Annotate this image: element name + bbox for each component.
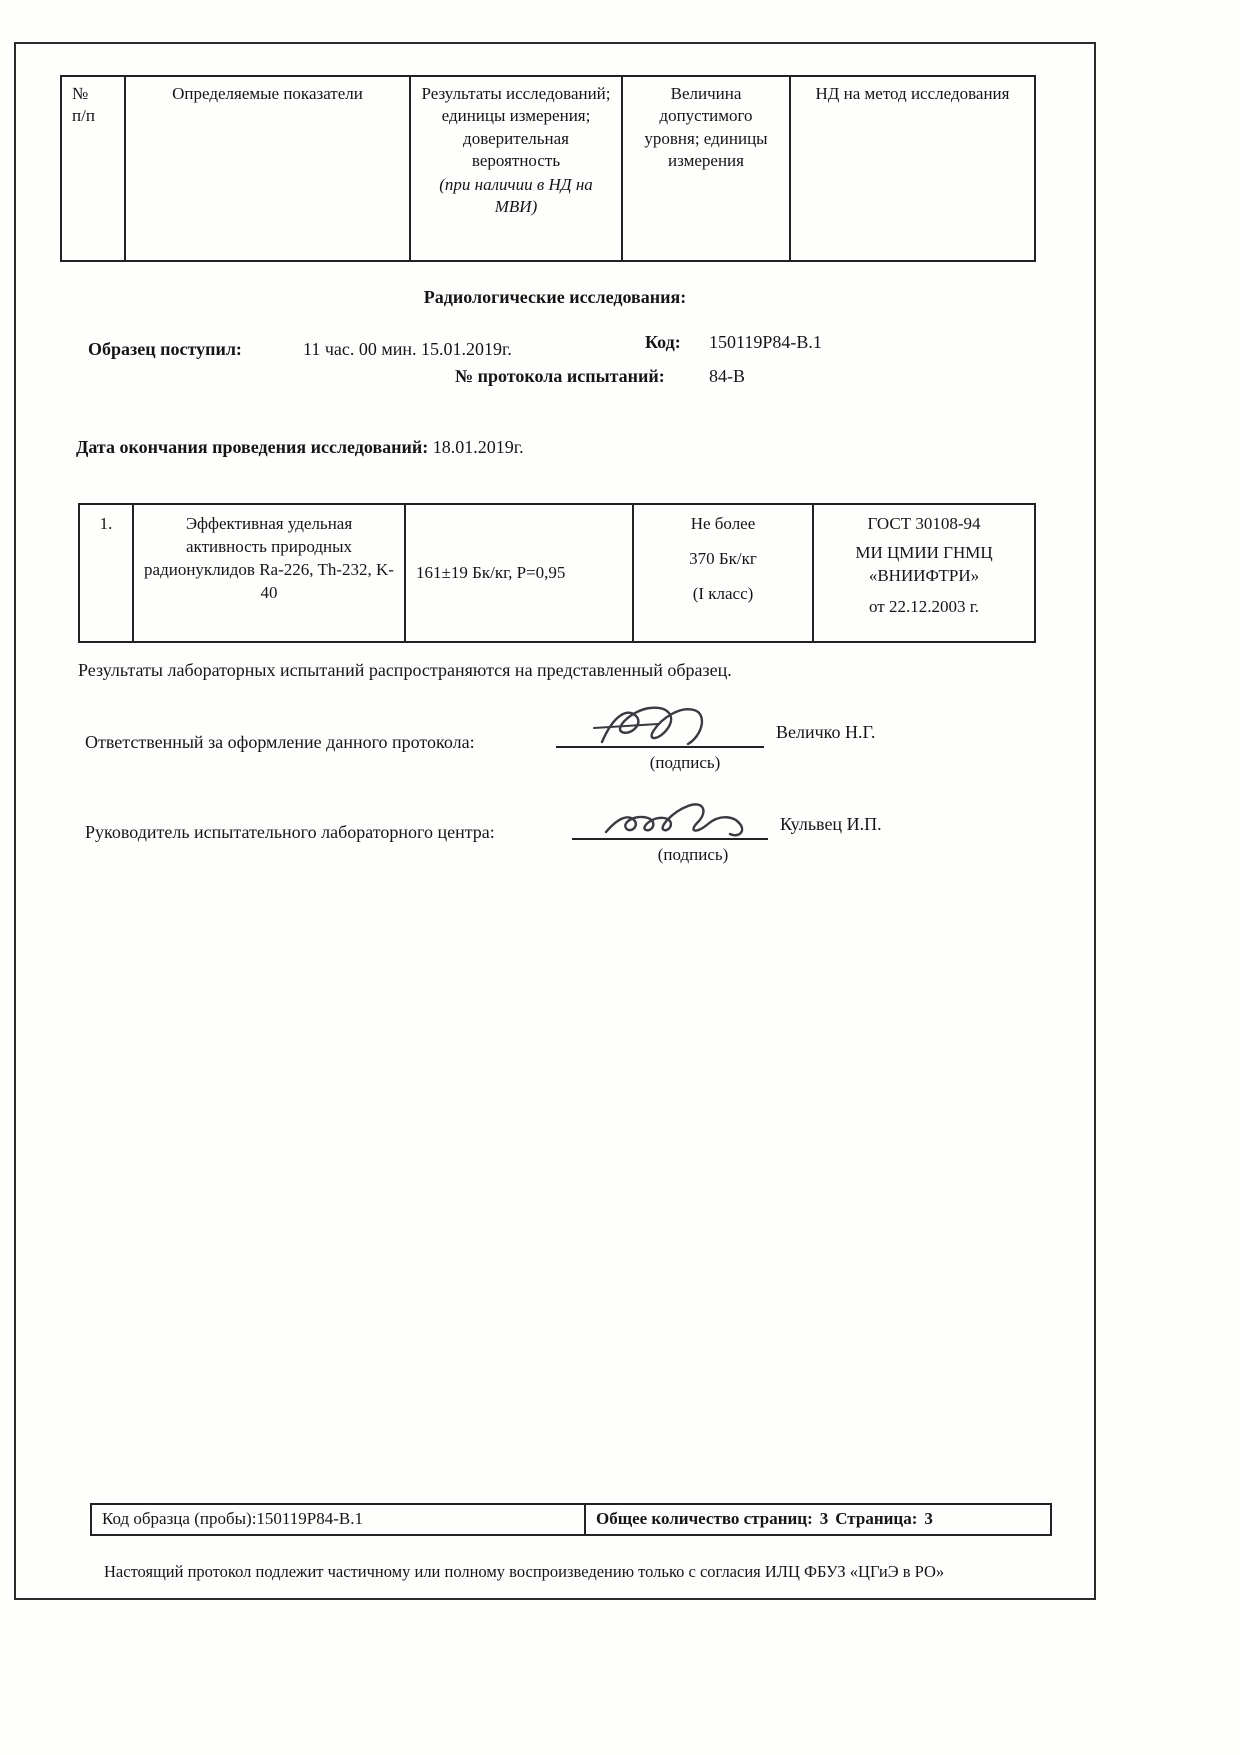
- header-col-num-line1: №: [72, 84, 89, 103]
- limit-line-2: 370 Бк/кг: [689, 548, 757, 568]
- limit-line-1: Не более: [690, 514, 756, 533]
- head-signature-line: [572, 792, 768, 840]
- footer-table: [90, 1503, 1052, 1536]
- end-date-value: 18.01.2019г.: [432, 437, 524, 457]
- code-label: Код:: [645, 332, 681, 352]
- head-label: Руководитель испытательного лабораторного центра:: [85, 822, 495, 842]
- header-col-results: [409, 77, 621, 260]
- page-border-frame: [14, 42, 1096, 1600]
- result-row-indicator: Эффективная удельная активность природных радионуклидов Ra-226, Th-232, K-40: [132, 505, 404, 641]
- results-table: [78, 503, 1036, 643]
- head-name: Кульвец И.П.: [780, 814, 882, 834]
- footer-pages: [584, 1505, 1050, 1534]
- header-col-indicators: Определяемые показатели: [124, 77, 409, 260]
- method-line-1: ГОСТ 30108-94: [867, 514, 981, 533]
- sample-received-value: 11 час. 00 мин. 15.01.2019г.: [303, 339, 512, 359]
- protocol-number-value: 84-В: [709, 366, 745, 386]
- responsible-signature-caption: (подпись): [649, 753, 721, 772]
- responsible-name: Величко Н.Г.: [776, 722, 876, 742]
- protocol-number-label: № протокола испытаний:: [455, 366, 665, 386]
- header-col-num-line2: п/п: [72, 106, 95, 126]
- result-row-value: 161±19 Бк/кг, Р=0,95: [404, 505, 632, 641]
- footer-pages-total: 3: [819, 1509, 829, 1528]
- responsible-signature-line: [556, 700, 764, 748]
- code-value: 150119Р84-В.1: [709, 332, 822, 352]
- header-col-results-note: (при наличии в НД на МВИ): [439, 174, 593, 217]
- sample-received-label: Образец поступил:: [88, 339, 242, 359]
- statement: Результаты лабораторных испытаний распространяются на представленный образец.: [78, 660, 732, 680]
- header-table: [60, 75, 1036, 262]
- limit-line-3: (I класс): [692, 583, 754, 603]
- header-col-num: [62, 77, 124, 260]
- header-col-limit: Величина допустимого уровня; единицы измерения: [621, 77, 789, 260]
- head-signature-image: [600, 794, 770, 846]
- result-row-num: 1.: [99, 514, 113, 533]
- result-row-limit: [632, 505, 812, 641]
- end-date-label: Дата окончания проведения исследований:: [76, 437, 429, 457]
- footer-page-label: Страница:: [835, 1509, 918, 1528]
- method-line-3: от 22.12.2003 г.: [868, 596, 979, 616]
- responsible-signature-image: [584, 702, 734, 754]
- header-col-method: НД на метод исследования: [789, 77, 1034, 260]
- footer-page-number: 3: [924, 1509, 933, 1528]
- end-date-row: [76, 437, 524, 458]
- result-row-method: [812, 505, 1034, 641]
- footer-copyright-note: Настоящий протокол подлежит частичному или полному воспроизведению только с согласия ИЛЦ ФБУЗ «ЦГиЭ в РО»: [104, 1562, 945, 1581]
- responsible-label: Ответственный за оформление данного протокола:: [85, 732, 475, 752]
- section-title: Радиологические исследования:: [423, 287, 687, 307]
- footer-pages-label: Общее количество страниц:: [596, 1509, 813, 1528]
- method-line-2: МИ ЦМИИ ГНМЦ «ВНИИФТРИ»: [855, 542, 993, 585]
- footer-sample-code: Код образца (пробы):150119Р84-В.1: [102, 1509, 363, 1528]
- head-signature-caption: (подпись): [657, 845, 729, 864]
- header-col-results-main: Результаты исследований; единицы измерения; доверительная вероятность: [421, 84, 611, 171]
